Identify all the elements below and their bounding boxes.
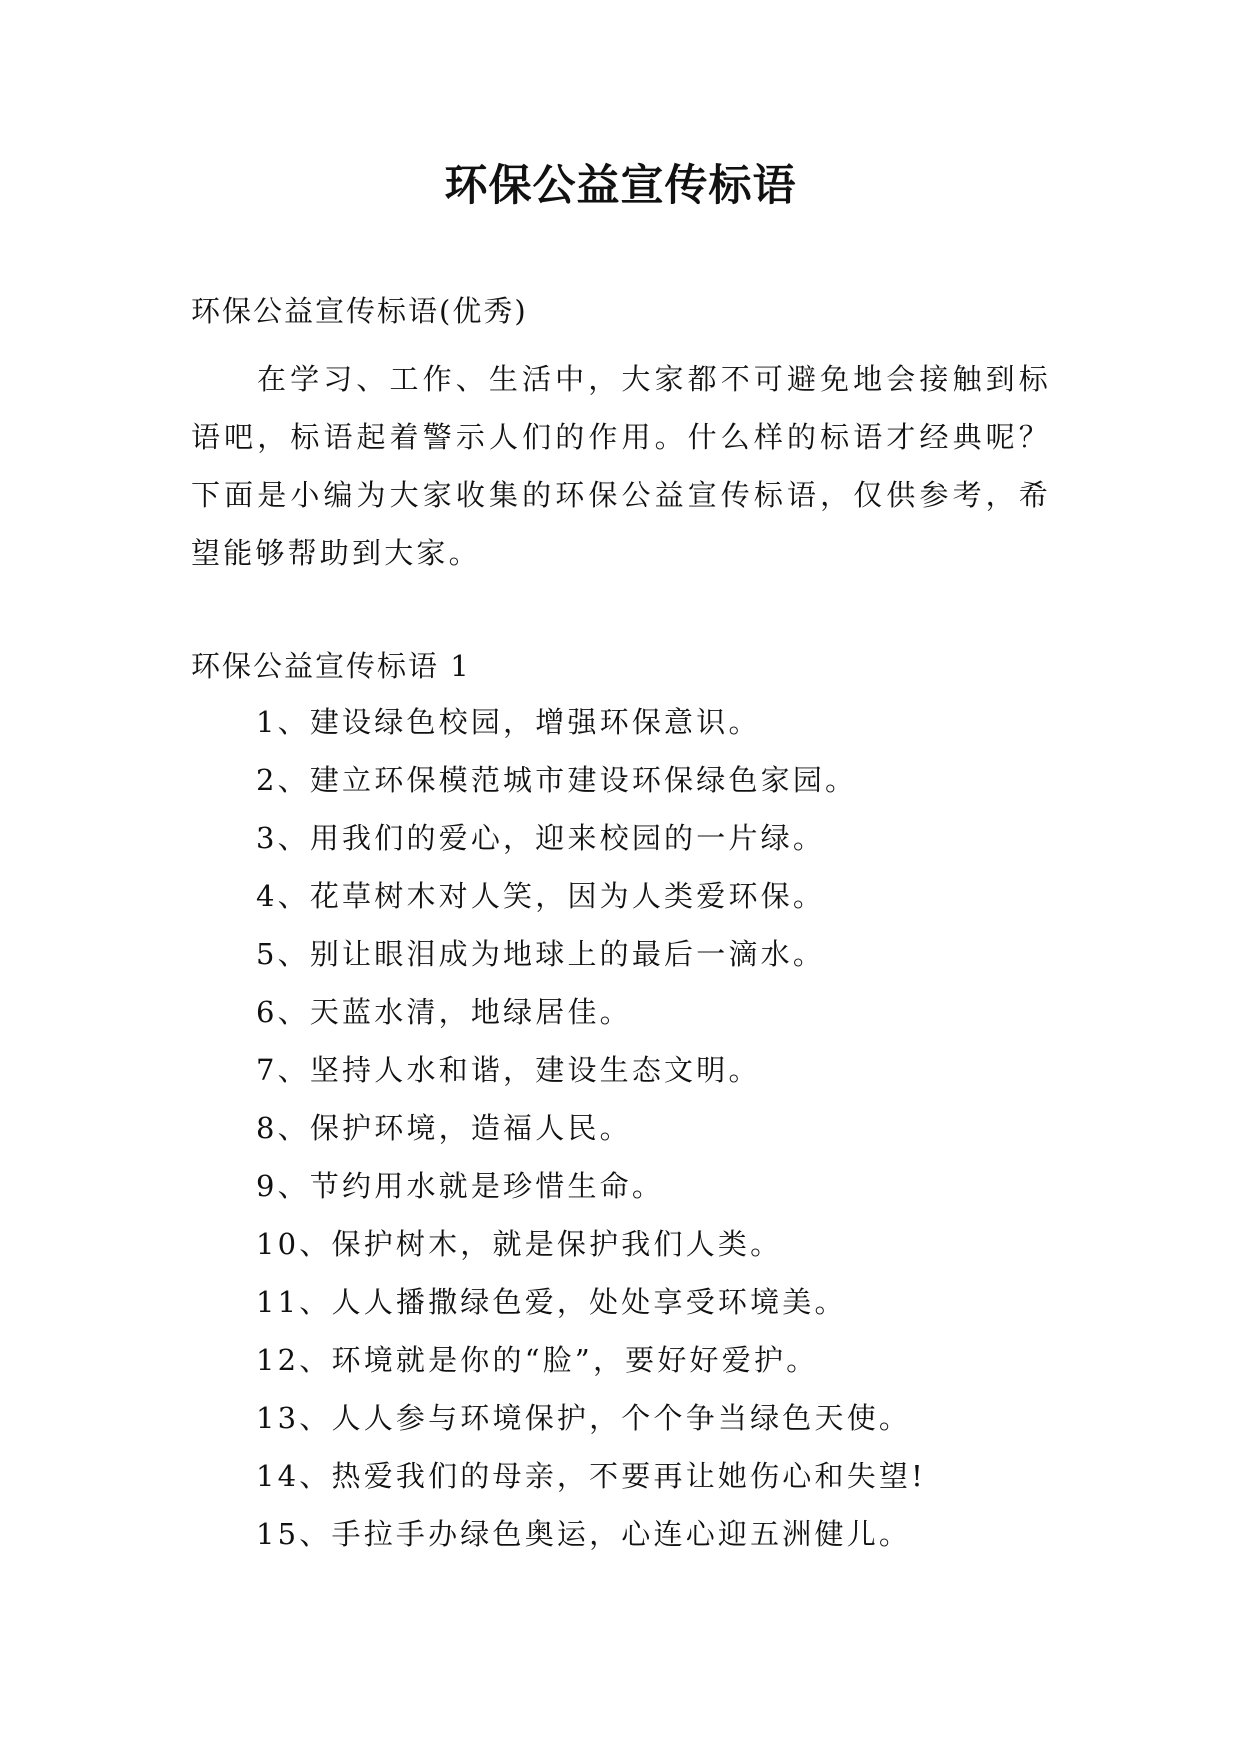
section-heading: 环保公益宣传标语 1: [191, 649, 471, 683]
slogan-item: 3、用我们的爱心，迎来校园的一片绿。: [256, 821, 826, 855]
document-title: 环保公益宣传标语: [444, 161, 797, 211]
slogan-item: 6、天蓝水清，地绿居佳。: [256, 995, 632, 1029]
slogan-item: 15、手拉手办绿色奥运，心连心迎五洲健儿。: [256, 1517, 912, 1551]
slogan-item: 8、保护环境，造福人民。: [256, 1111, 632, 1145]
slogan-item: 14、热爱我们的母亲，不要再让她伤心和失望!: [256, 1459, 926, 1493]
intro-paragraph: 在学习、工作、生活中，大家都不可避免地会接触到标语吧，标语起着警示人们的作用。什么样的标语才经典呢？下面是小编为大家收集的环保公益宣传标语，仅供参考，希望能够帮助到大家。: [191, 362, 1051, 570]
slogan-item: 11、人人播撒绿色爱，处处享受环境美。: [256, 1285, 847, 1319]
slogan-item: 10、保护树木，就是保护我们人类。: [256, 1227, 783, 1261]
slogan-item: 13、人人参与环境保护，个个争当绿色天使。: [256, 1401, 912, 1435]
slogan-item: 9、节约用水就是珍惜生命。: [256, 1169, 665, 1203]
slogan-item: 4、花草树木对人笑，因为人类爱环保。: [256, 879, 826, 913]
slogan-item: 5、别让眼泪成为地球上的最后一滴水。: [256, 937, 826, 971]
slogan-item: 2、建立环保模范城市建设环保绿色家园。: [256, 763, 858, 797]
slogan-list: [256, 702, 926, 1572]
slogan-item: 1、建设绿色校园，增强环保意识。: [256, 705, 761, 739]
slogan-item: 7、坚持人水和谐，建设生态文明。: [256, 1053, 761, 1087]
slogan-item: 12、环境就是你的“脸”，要好好爱护。: [256, 1343, 819, 1377]
document-subtitle: 环保公益宣传标语(优秀): [191, 294, 528, 328]
